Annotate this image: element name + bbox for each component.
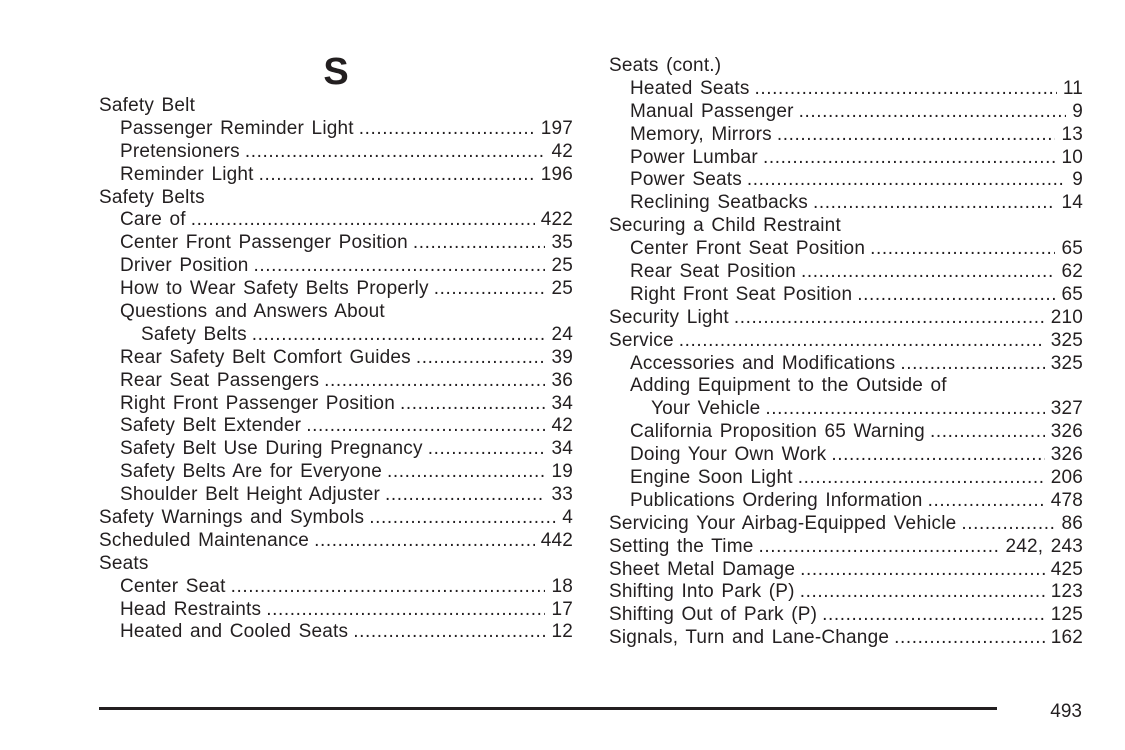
entry-page-number: 210 xyxy=(1050,306,1083,328)
entry-page-number: 34 xyxy=(551,438,573,460)
index-entry xyxy=(99,95,573,118)
entry-text: Scheduled Maintenance xyxy=(99,529,310,551)
entry-text: Safety Belt Use During Pregnancy xyxy=(120,438,423,460)
dot-leader xyxy=(799,101,1067,124)
dot-leader xyxy=(734,307,1045,330)
entry-text: Power Seats xyxy=(630,169,742,191)
index-subentry xyxy=(609,192,1083,215)
entry-text: Safety Belts Are for Everyone xyxy=(120,461,382,483)
dot-leader xyxy=(387,461,545,484)
entry-text: Heated and Cooled Seats xyxy=(120,621,349,643)
entry-text: Power Lumbar xyxy=(630,146,758,168)
dot-leader xyxy=(822,604,1045,627)
index-subentry xyxy=(99,599,573,622)
index-subentry xyxy=(609,353,1083,376)
index-subentry xyxy=(609,169,1083,192)
index-left-column xyxy=(99,95,573,644)
entry-text: Right Front Passenger Position xyxy=(120,392,395,414)
entry-text: Passenger Reminder Light xyxy=(120,117,354,139)
entry-page-number: 11 xyxy=(1062,77,1083,99)
entry-page-number: 478 xyxy=(1050,489,1083,511)
entry-text: Head Restraints xyxy=(120,598,262,620)
dot-leader xyxy=(831,444,1044,467)
entry-text: Center Front Seat Position xyxy=(630,238,866,260)
entry-text: Center Front Passenger Position xyxy=(120,232,408,254)
entry-text: Rear Seat Passengers xyxy=(120,369,320,391)
entry-text: Security Light xyxy=(609,306,729,328)
index-subentry xyxy=(609,101,1083,124)
entry-text: Rear Safety Belt Comfort Guides xyxy=(120,346,411,368)
index-subentry xyxy=(99,141,573,164)
dot-leader xyxy=(813,192,1056,215)
index-entry xyxy=(609,559,1083,582)
dot-leader xyxy=(245,141,546,164)
dot-leader xyxy=(434,278,546,301)
index-subentry xyxy=(99,278,573,301)
index-subentry xyxy=(99,621,573,644)
section-letter-heading: S xyxy=(323,51,349,93)
dot-leader xyxy=(870,238,1055,261)
dot-leader xyxy=(400,393,545,416)
entry-text: Care of xyxy=(120,209,186,231)
dot-leader xyxy=(353,621,545,644)
dot-leader xyxy=(765,398,1044,421)
entry-text: Rear Seat Position xyxy=(630,261,797,283)
dot-leader xyxy=(252,324,546,347)
entry-text: Reminder Light xyxy=(120,163,254,185)
footer-rule xyxy=(99,707,997,710)
entry-text: Pretensioners xyxy=(120,140,240,162)
entry-page-number: 10 xyxy=(1061,146,1083,168)
entry-page-number: 35 xyxy=(551,232,573,254)
entry-page-number: 62 xyxy=(1061,261,1083,283)
dot-leader xyxy=(900,353,1044,376)
entry-page-number: 125 xyxy=(1050,604,1083,626)
entry-page-number: 65 xyxy=(1061,283,1083,305)
index-subentry xyxy=(609,444,1083,467)
index-subentry xyxy=(609,147,1083,170)
entry-page-number: 34 xyxy=(551,392,573,414)
entry-text: Memory, Mirrors xyxy=(630,123,772,145)
entry-text: Publications Ordering Information xyxy=(630,489,923,511)
index-entry xyxy=(609,536,1083,559)
index-subentry xyxy=(99,461,573,484)
entry-page-number: 9 xyxy=(1072,169,1083,191)
entry-text: Center Seat xyxy=(120,575,226,597)
dot-leader xyxy=(416,347,546,370)
dot-leader xyxy=(324,370,545,393)
index-subentry xyxy=(99,438,573,461)
index-subentry xyxy=(99,118,573,141)
entry-text: Seats xyxy=(99,552,149,574)
index-subentry xyxy=(99,415,573,438)
entry-text: Shoulder Belt Height Adjuster xyxy=(120,484,381,506)
entry-page-number: 18 xyxy=(551,575,573,597)
dot-leader xyxy=(857,284,1055,307)
entry-page-number: 325 xyxy=(1050,329,1083,351)
entry-page-number: 14 xyxy=(1061,192,1083,214)
entry-text: Shifting Out of Park (P) xyxy=(609,604,818,626)
index-subentry xyxy=(99,324,573,347)
entry-page-number: 9 xyxy=(1072,100,1083,122)
entry-page-number: 25 xyxy=(551,278,573,300)
index-entry xyxy=(609,604,1083,627)
entry-page-number: 196 xyxy=(540,163,573,185)
index-subentry xyxy=(99,255,573,278)
entry-page-number: 206 xyxy=(1050,467,1083,489)
entry-text: Reclining Seatbacks xyxy=(630,192,808,214)
entry-text: Heated Seats xyxy=(630,77,750,99)
index-entry xyxy=(609,627,1083,650)
dot-leader xyxy=(894,627,1045,650)
dot-leader xyxy=(369,507,556,530)
entry-text: Accessories and Modifications xyxy=(630,352,896,374)
index-subentry xyxy=(99,301,573,324)
entry-text: Signals, Turn and Lane-Change xyxy=(609,627,890,649)
entry-text: How to Wear Safety Belts Properly xyxy=(120,278,429,300)
dot-leader xyxy=(777,124,1056,147)
entry-page-number: 65 xyxy=(1061,238,1083,260)
entry-page-number: 25 xyxy=(551,255,573,277)
entry-text: Manual Passenger xyxy=(630,100,794,122)
entry-text: Seats (cont.) xyxy=(609,55,722,76)
entry-page-number: 326 xyxy=(1050,444,1083,466)
entry-page-number: 425 xyxy=(1050,558,1083,580)
dot-leader xyxy=(266,599,545,622)
index-subentry xyxy=(99,484,573,507)
entry-text: California Proposition 65 Warning xyxy=(630,421,925,443)
index-subentry xyxy=(609,421,1083,444)
entry-page-number: 42 xyxy=(551,415,573,437)
entry-text: Safety Belt Extender xyxy=(120,415,302,437)
entry-text: Service xyxy=(609,329,674,351)
entry-text: Adding Equipment to the Outside of xyxy=(630,375,947,397)
page-number: 493 xyxy=(1050,701,1082,722)
dot-leader xyxy=(763,147,1055,170)
dot-leader xyxy=(428,438,546,461)
entry-page-number: 242, 243 xyxy=(1005,535,1083,557)
entry-page-number: 86 xyxy=(1061,512,1083,534)
entry-text: Setting the Time xyxy=(609,535,754,557)
index-entry xyxy=(609,215,1083,238)
dot-leader xyxy=(679,330,1045,353)
dot-leader xyxy=(191,209,535,232)
entry-text: Sheet Metal Damage xyxy=(609,558,796,580)
entry-text: Doing Your Own Work xyxy=(630,444,827,466)
entry-page-number: 42 xyxy=(551,140,573,162)
entry-text: Safety Warnings and Symbols xyxy=(99,507,365,529)
dot-leader xyxy=(961,513,1055,536)
index-subentry xyxy=(609,78,1083,101)
index-subentry xyxy=(609,490,1083,513)
entry-page-number: 24 xyxy=(551,323,573,345)
index-entry xyxy=(609,581,1083,604)
entry-text: Driver Position xyxy=(120,255,249,277)
index-right-column xyxy=(609,55,1083,650)
dot-leader xyxy=(385,484,545,507)
index-subentry xyxy=(609,238,1083,261)
index-subentry xyxy=(99,232,573,255)
entry-page-number: 39 xyxy=(551,346,573,368)
index-subentry xyxy=(609,375,1083,398)
entry-page-number: 17 xyxy=(551,598,573,620)
entry-page-number: 162 xyxy=(1050,627,1083,649)
entry-page-number: 19 xyxy=(551,461,573,483)
index-entry xyxy=(99,530,573,553)
dot-leader xyxy=(231,576,546,599)
dot-leader xyxy=(306,415,545,438)
index-subentry xyxy=(99,393,573,416)
entry-page-number: 326 xyxy=(1050,421,1083,443)
dot-leader xyxy=(930,421,1045,444)
index-entry xyxy=(609,55,1083,78)
entry-page-number: 442 xyxy=(540,529,573,551)
entry-page-number: 12 xyxy=(551,621,573,643)
entry-text: Engine Soon Light xyxy=(630,467,793,489)
dot-leader xyxy=(747,169,1066,192)
entry-page-number: 4 xyxy=(562,507,573,529)
dot-leader xyxy=(800,581,1045,604)
dot-leader xyxy=(254,255,546,278)
entry-page-number: 123 xyxy=(1050,581,1083,603)
entry-page-number: 36 xyxy=(551,369,573,391)
dot-leader xyxy=(314,530,535,553)
dot-leader xyxy=(359,118,535,141)
entry-page-number: 197 xyxy=(540,117,573,139)
index-entry xyxy=(609,513,1083,536)
entry-page-number: 422 xyxy=(540,209,573,231)
dot-leader xyxy=(928,490,1045,513)
entry-text: Safety Belts xyxy=(141,323,247,345)
index-entry xyxy=(99,553,573,576)
entry-page-number: 325 xyxy=(1050,352,1083,374)
index-subentry xyxy=(99,347,573,370)
entry-text: Safety Belt xyxy=(99,95,196,116)
dot-leader xyxy=(800,559,1045,582)
dot-leader xyxy=(413,232,546,255)
entry-page-number: 327 xyxy=(1050,398,1083,420)
entry-text: Safety Belts xyxy=(99,186,205,208)
index-entry xyxy=(99,187,573,210)
entry-text: Questions and Answers About xyxy=(120,301,385,323)
dot-leader xyxy=(759,536,1000,559)
dot-leader xyxy=(798,467,1045,490)
entry-text: Securing a Child Restraint xyxy=(609,215,841,237)
index-subentry xyxy=(99,576,573,599)
index-subentry xyxy=(609,467,1083,490)
index-entry xyxy=(609,307,1083,330)
index-subentry xyxy=(609,284,1083,307)
index-subentry xyxy=(99,209,573,232)
entry-text: Servicing Your Airbag-Equipped Vehicle xyxy=(609,512,957,534)
entry-text: Shifting Into Park (P) xyxy=(609,581,795,603)
entry-page-number: 13 xyxy=(1061,123,1083,145)
entry-page-number: 33 xyxy=(551,484,573,506)
index-subentry xyxy=(609,398,1083,421)
index-subentry xyxy=(99,164,573,187)
index-entry xyxy=(609,330,1083,353)
dot-leader xyxy=(801,261,1055,284)
index-entry xyxy=(99,507,573,530)
index-subentry xyxy=(99,370,573,393)
entry-text: Your Vehicle xyxy=(651,398,761,420)
dot-leader xyxy=(755,78,1057,101)
dot-leader xyxy=(259,164,535,187)
index-subentry xyxy=(609,124,1083,147)
index-subentry xyxy=(609,261,1083,284)
entry-text: Right Front Seat Position xyxy=(630,283,853,305)
